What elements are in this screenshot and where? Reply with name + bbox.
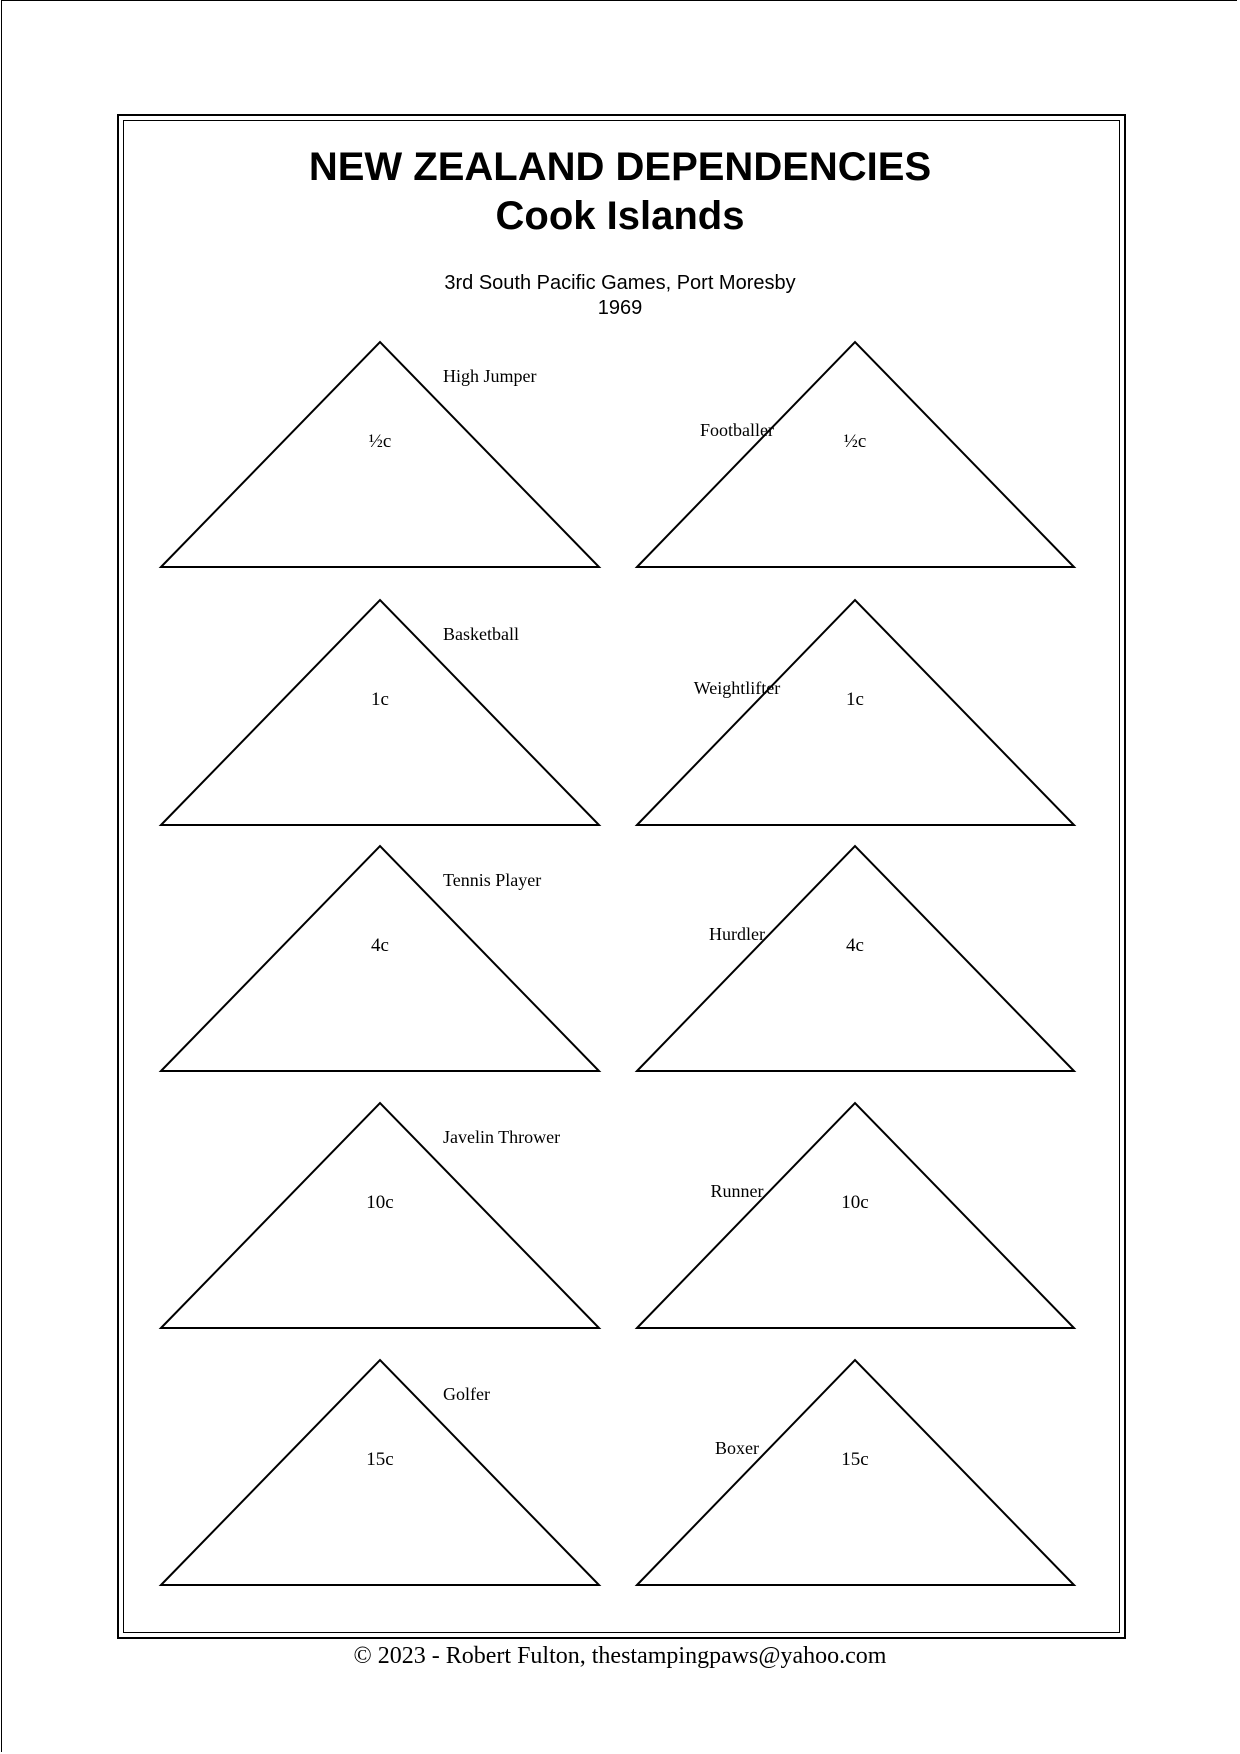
stamp-space (161, 342, 599, 567)
stamp-space (161, 846, 599, 1071)
stamp-space (161, 1103, 599, 1328)
stamp-denomination-label: ½c (368, 431, 392, 452)
stamp-denomination-label: 10c (841, 1192, 869, 1213)
stamp-outline (637, 1360, 1074, 1585)
stamp-denomination-label: 15c (841, 1449, 869, 1470)
stamp-subject-label: Footballer (700, 420, 774, 440)
issue-year: 1969 (597, 297, 643, 319)
stamp-space (637, 846, 1074, 1071)
stamp-space (637, 1103, 1074, 1328)
stamp-subject-label: High Jumper (443, 366, 537, 386)
stamp-subject-label: Weightlifter (693, 678, 781, 698)
stamp-subject-label: Tennis Player (443, 870, 542, 890)
stamp-subject-label: Boxer (715, 1438, 759, 1458)
page-title: NEW ZEALAND DEPENDENCIES (308, 145, 932, 189)
copyright-footer: © 2023 - Robert Fulton, thestampingpaws@yahoo.com (353, 1643, 887, 1669)
stamp-outline (161, 1360, 599, 1585)
stamp-subject-label: Javelin Thrower (443, 1127, 561, 1147)
stamp-space (637, 600, 1074, 825)
stamp-outline (637, 600, 1074, 825)
stamp-subject-label: Hurdler (709, 924, 765, 944)
stamp-subject-label: Golfer (443, 1384, 490, 1404)
stamp-denomination-label: 1c (371, 689, 389, 710)
country-title: Cook Islands (495, 194, 745, 238)
stamp-denomination-label: 1c (846, 689, 864, 710)
stamp-subject-label: Runner (710, 1181, 764, 1201)
stamp-subject-label: Basketball (443, 624, 519, 644)
stamp-space (637, 342, 1074, 567)
stamp-outline (637, 846, 1074, 1071)
stamp-space (637, 1360, 1074, 1585)
issue-name: 3rd South Pacific Games, Port Moresby (444, 272, 796, 294)
stamp-denomination-label: ½c (843, 431, 867, 452)
stamp-denomination-label: 4c (846, 935, 864, 956)
stamp-outline (161, 600, 599, 825)
stamp-denomination-label: 4c (371, 935, 389, 956)
stamp-denomination-label: 10c (366, 1192, 394, 1213)
stamp-outline (637, 1103, 1074, 1328)
stamp-denomination-label: 15c (366, 1449, 394, 1470)
stamp-space (161, 600, 599, 825)
stamp-space (161, 1360, 599, 1585)
stamp-outline (637, 342, 1074, 567)
